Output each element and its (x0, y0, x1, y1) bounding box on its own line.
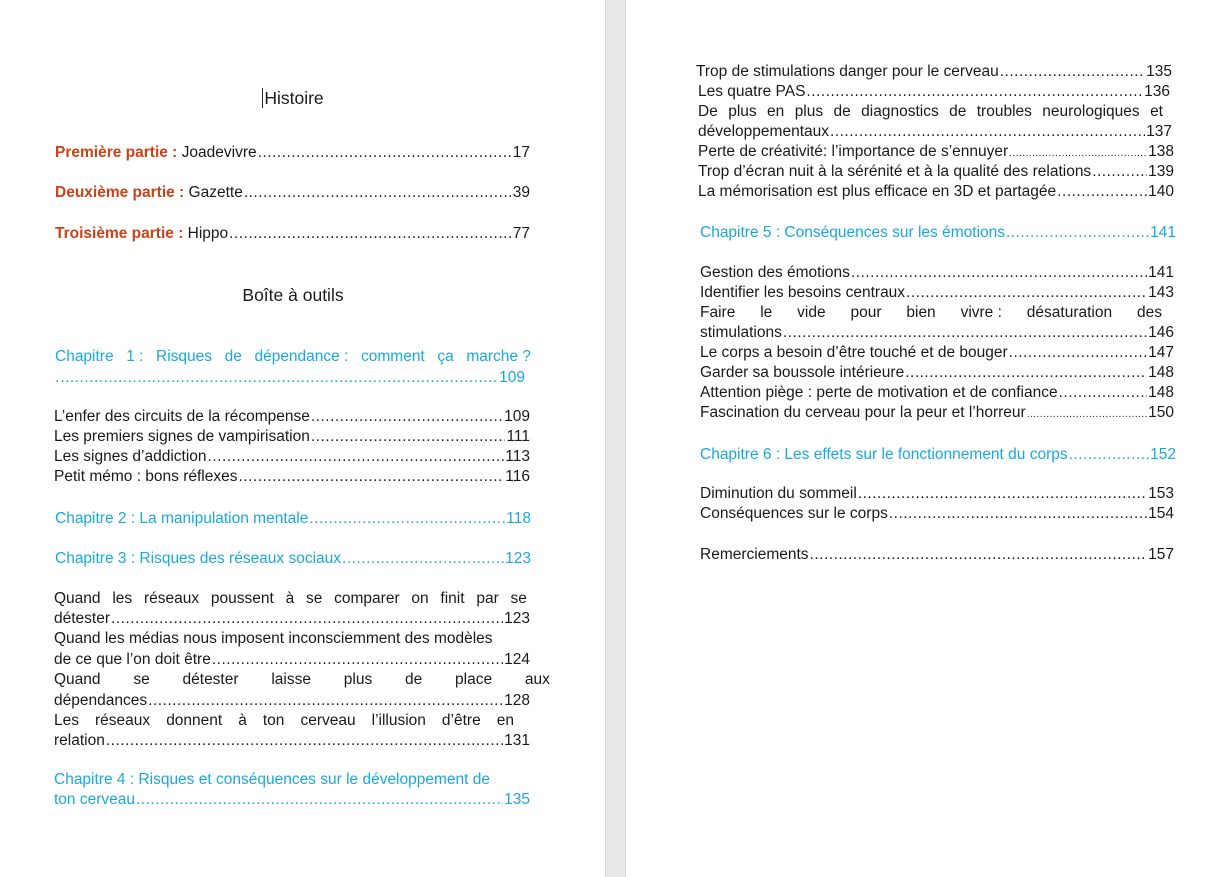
entry-title: développementaux (698, 123, 829, 140)
page-number: 140 (1148, 183, 1174, 200)
entry-word: d’être (441, 712, 481, 729)
entry-word: neurologiques (1042, 103, 1140, 120)
chapter-4-heading[interactable] (54, 770, 530, 810)
page-number: 39 (512, 184, 530, 201)
entry-word: de (224, 348, 242, 365)
entry-word: plus (343, 671, 373, 688)
dot-leader (1009, 343, 1147, 363)
histoire-title: Histoire (264, 88, 324, 108)
entry-title: Perte de créativité: l’importance de s’ennuyer (698, 143, 1009, 160)
toc-entry-part-2[interactable] (55, 183, 530, 203)
page-number: 135 (1146, 63, 1172, 80)
toc-entry[interactable] (698, 182, 1174, 202)
page-number: 146 (1148, 324, 1174, 341)
entry-word: réseaux (143, 590, 200, 607)
page-gutter (605, 0, 626, 877)
entry-title: Les signes d’addiction (54, 448, 207, 465)
entry-word: réseaux (95, 712, 151, 729)
dot-leader (858, 484, 1147, 504)
toc-entry[interactable] (700, 484, 1174, 504)
page-number: 148 (1148, 384, 1174, 401)
entry-title: de ce que l’on doit être (54, 651, 211, 668)
entry-word: l’illusion (371, 712, 426, 729)
entry-word: à (285, 590, 295, 607)
entry-title: Fascination du cerveau pour la peur et l’horreur (700, 404, 1026, 421)
entry-title (55, 143, 257, 163)
entry-title: Remerciements (700, 546, 809, 563)
remerciements-entry[interactable] (700, 545, 1176, 565)
page-number: 143 (1148, 284, 1174, 301)
entry-word: de (405, 671, 423, 688)
entry-word: et (1150, 103, 1163, 120)
dot-leader (229, 224, 512, 244)
toc-entry[interactable] (54, 447, 530, 467)
page-number: 17 (512, 144, 530, 161)
entry-word: se (510, 590, 527, 607)
part-name: Gazette (188, 184, 243, 201)
entry-word: poussent (210, 590, 274, 607)
dot-leader (111, 609, 503, 629)
dot-leader (148, 691, 503, 711)
toc-entry[interactable] (700, 263, 1174, 283)
entry-word: désaturation (1026, 304, 1113, 321)
dot-leader (311, 427, 506, 447)
chapter-1-heading[interactable] (55, 347, 531, 388)
entry-word: les (112, 590, 133, 607)
dot-leader (311, 407, 503, 427)
entry-word: cerveau (300, 712, 356, 729)
chapter-5-entries (700, 263, 1176, 423)
entry-title: Diminution du sommeil (700, 485, 857, 502)
dot-leader (1057, 182, 1147, 202)
page-number: 111 (506, 428, 530, 445)
entry-word: par (476, 590, 499, 607)
toc-entry[interactable] (700, 363, 1174, 383)
entry-word: pour (850, 304, 882, 321)
chapter-6-heading[interactable] (700, 445, 1176, 465)
entry-word: se (305, 590, 323, 607)
dot-leader (1069, 445, 1150, 465)
entry-word: dépendance : (254, 348, 349, 365)
toc-entry[interactable] (700, 383, 1174, 403)
entry-title: La mémorisation est plus efficace en 3D et partagée (698, 183, 1057, 200)
entry-word: Quand (54, 671, 101, 688)
page-number: 124 (504, 651, 530, 668)
dot-leader (889, 504, 1147, 524)
dot-leader (906, 283, 1147, 303)
chapter-3-entries (54, 589, 550, 751)
dot-leader (309, 509, 505, 529)
dot-leader (342, 549, 504, 569)
page-number: 138 (1148, 143, 1174, 160)
toc-entry[interactable] (54, 427, 530, 447)
page-number: 153 (1148, 485, 1174, 502)
entry-word: 1 : (126, 348, 144, 365)
dot-leader (244, 183, 512, 203)
toc-entry[interactable] (700, 403, 1174, 423)
toc-entry[interactable] (700, 283, 1174, 303)
entry-title: Chapitre 6 : Les effets sur le fonctionnement du corps (700, 446, 1068, 463)
dot-leader (830, 122, 1145, 142)
dot-leader (60, 368, 498, 388)
page-number: 113 (505, 448, 530, 465)
entry-title: Chapitre 5 : Conséquences sur les émotions (700, 224, 1005, 241)
toc-entry[interactable] (54, 670, 550, 711)
dot-leader (1027, 405, 1147, 425)
part-label: Première partie : (55, 144, 178, 161)
dot-leader (106, 731, 503, 751)
parts-list (55, 143, 530, 244)
entry-word: bien (906, 304, 936, 321)
entry-word: on (411, 590, 429, 607)
page-number: 128 (504, 692, 530, 709)
page-number: 123 (504, 610, 530, 627)
chapter-5-heading[interactable] (700, 223, 1176, 243)
entry-word: de (949, 103, 967, 120)
toc-entry[interactable] (698, 162, 1174, 182)
toc-entry[interactable] (54, 711, 530, 751)
entry-word: détester (182, 671, 239, 688)
toc-entry[interactable] (54, 407, 530, 427)
entry-word: en (767, 103, 785, 120)
entry-word: troubles (976, 103, 1032, 120)
entry-title: stimulations (700, 324, 782, 341)
toc-entry-part-1[interactable] (55, 143, 530, 163)
page-number: 123 (505, 550, 531, 567)
page-number: 135 (504, 791, 530, 808)
entry-word: à (238, 712, 247, 729)
entry-word: Faire (700, 304, 736, 321)
entry-title (55, 224, 228, 244)
page-number: 150 (1148, 404, 1174, 421)
entry-word: des (1136, 304, 1162, 321)
part-name: Hippo (187, 225, 229, 242)
entry-word: en (496, 712, 514, 729)
page-number: 136 (1144, 83, 1170, 100)
page-number: 141 (1148, 264, 1174, 281)
entry-word: place (455, 671, 493, 688)
entry-title: dépendances (54, 692, 148, 709)
entry-word: De (698, 103, 718, 120)
dot-leader (1092, 162, 1147, 182)
part-label: Troisième partie : (55, 225, 184, 242)
entry-title: détester (54, 610, 111, 627)
dot-leader (783, 323, 1147, 343)
entry-word: Risques (156, 348, 213, 365)
entry-title: Le corps a besoin d’être touché et de bouger (700, 344, 1008, 361)
chapter-4-entries-cont (698, 62, 1176, 202)
entry-word: donnent (166, 712, 223, 729)
dot-leader (1009, 144, 1147, 164)
entry-title: Trop d’écran nuit à la sérénité et à la qualité des relations (698, 163, 1092, 180)
entry-title: relation (54, 732, 105, 749)
page-number: 141 (1150, 224, 1176, 241)
page-number: 137 (1146, 123, 1172, 140)
entry-word: marche ? (466, 348, 531, 365)
entry-word: vide (797, 304, 826, 321)
entry-title: Gestion des émotions (700, 264, 850, 281)
dot-leader (136, 790, 503, 810)
entry-title: Conséquences sur le corps (700, 505, 888, 522)
entry-word: plus (728, 103, 757, 120)
toc-entry[interactable] (698, 82, 1170, 102)
page-number: 147 (1148, 344, 1174, 361)
page-number: 109 (504, 408, 530, 425)
entry-word: Quand (54, 590, 101, 607)
page-number: 77 (512, 225, 530, 242)
entry-word: comment (361, 348, 425, 365)
page-number: 116 (505, 468, 530, 485)
entry-word: plus (794, 103, 824, 120)
entry-title: Les premiers signes de vampirisation (54, 428, 310, 445)
toc-entry[interactable] (700, 343, 1174, 363)
entry-title: Petit mémo : bons réflexes (54, 468, 238, 485)
toc-entry[interactable] (698, 142, 1174, 162)
dot-leader (1059, 383, 1148, 403)
part-label: Deuxième partie : (55, 184, 185, 201)
entry-word: ça (437, 348, 454, 365)
entry-title (55, 183, 243, 203)
toc-entry[interactable] (698, 102, 1176, 142)
entry-word: diagnostics (861, 103, 939, 120)
entry-word: finit (440, 590, 465, 607)
toc-entry[interactable] (54, 467, 530, 487)
right-page[interactable] (626, 0, 1227, 877)
entry-word: le (760, 304, 773, 321)
page-number: 118 (506, 510, 531, 527)
dot-leader (1006, 223, 1149, 243)
entry-word: vivre : (960, 304, 1002, 321)
entry-word: Les (54, 712, 79, 729)
entry-title: Identifier les besoins centraux (700, 284, 906, 301)
entry-title: Chapitre 4 : Risques et conséquences sur le développement de (54, 771, 490, 788)
toc-entry[interactable] (54, 589, 530, 629)
toc-entry[interactable] (696, 62, 1172, 82)
left-page[interactable] (0, 0, 605, 877)
boite-title: Boîte à outils (242, 285, 344, 305)
entry-title: L’enfer des circuits de la récompense (54, 408, 310, 425)
chapter-3-heading[interactable] (55, 549, 531, 569)
dot-leader (905, 363, 1147, 383)
entry-word: Chapitre (55, 348, 114, 365)
dot-leader (212, 650, 503, 670)
page-number: 154 (1148, 505, 1174, 522)
entry-title: Trop de stimulations danger pour le cerveau (696, 63, 999, 80)
page-number: 109 (499, 369, 525, 386)
page-number: 139 (1148, 163, 1174, 180)
chapter-2-heading[interactable] (55, 509, 531, 529)
dot-leader (1000, 62, 1145, 82)
entry-word: se (133, 671, 150, 688)
entry-title: Chapitre 3 : Risques des réseaux sociaux (55, 550, 342, 567)
chapter-6-entries (700, 484, 1176, 524)
dot-leader (851, 263, 1147, 283)
entry-title: Garder sa boussole intérieure (700, 364, 905, 381)
entry-word: aux (524, 671, 550, 688)
entry-title: Chapitre 2 : La manipulation mentale (55, 510, 309, 527)
entry-title: Attention piège : perte de motivation et de confiance (700, 384, 1058, 401)
entry-word: comparer (334, 590, 400, 607)
toc-entry[interactable] (54, 629, 530, 670)
entry-title: ton cerveau (54, 791, 135, 808)
dot-leader (258, 143, 512, 163)
entry-title: Les quatre PAS (698, 83, 806, 100)
toc-entry[interactable] (700, 303, 1176, 343)
page-number: 148 (1148, 364, 1174, 381)
dot-leader (239, 467, 505, 487)
entry-word: de (833, 103, 851, 120)
entry-word: laisse (271, 671, 311, 688)
toc-entry-part-3[interactable] (55, 224, 530, 244)
dot-leader (208, 447, 505, 467)
dot-leader (806, 82, 1143, 102)
page-number: 131 (504, 732, 530, 749)
entry-title: . (55, 369, 60, 386)
page-number: 152 (1150, 446, 1176, 463)
toc-entry[interactable] (700, 504, 1174, 524)
part-name: Joadevivre (181, 144, 257, 161)
dot-leader (810, 545, 1148, 565)
entry-word: ton (262, 712, 285, 729)
chapter-1-entries (54, 407, 530, 487)
page-number: 157 (1148, 546, 1174, 563)
entry-title: Quand les médias nous imposent inconsciemment des modèles (54, 630, 493, 647)
